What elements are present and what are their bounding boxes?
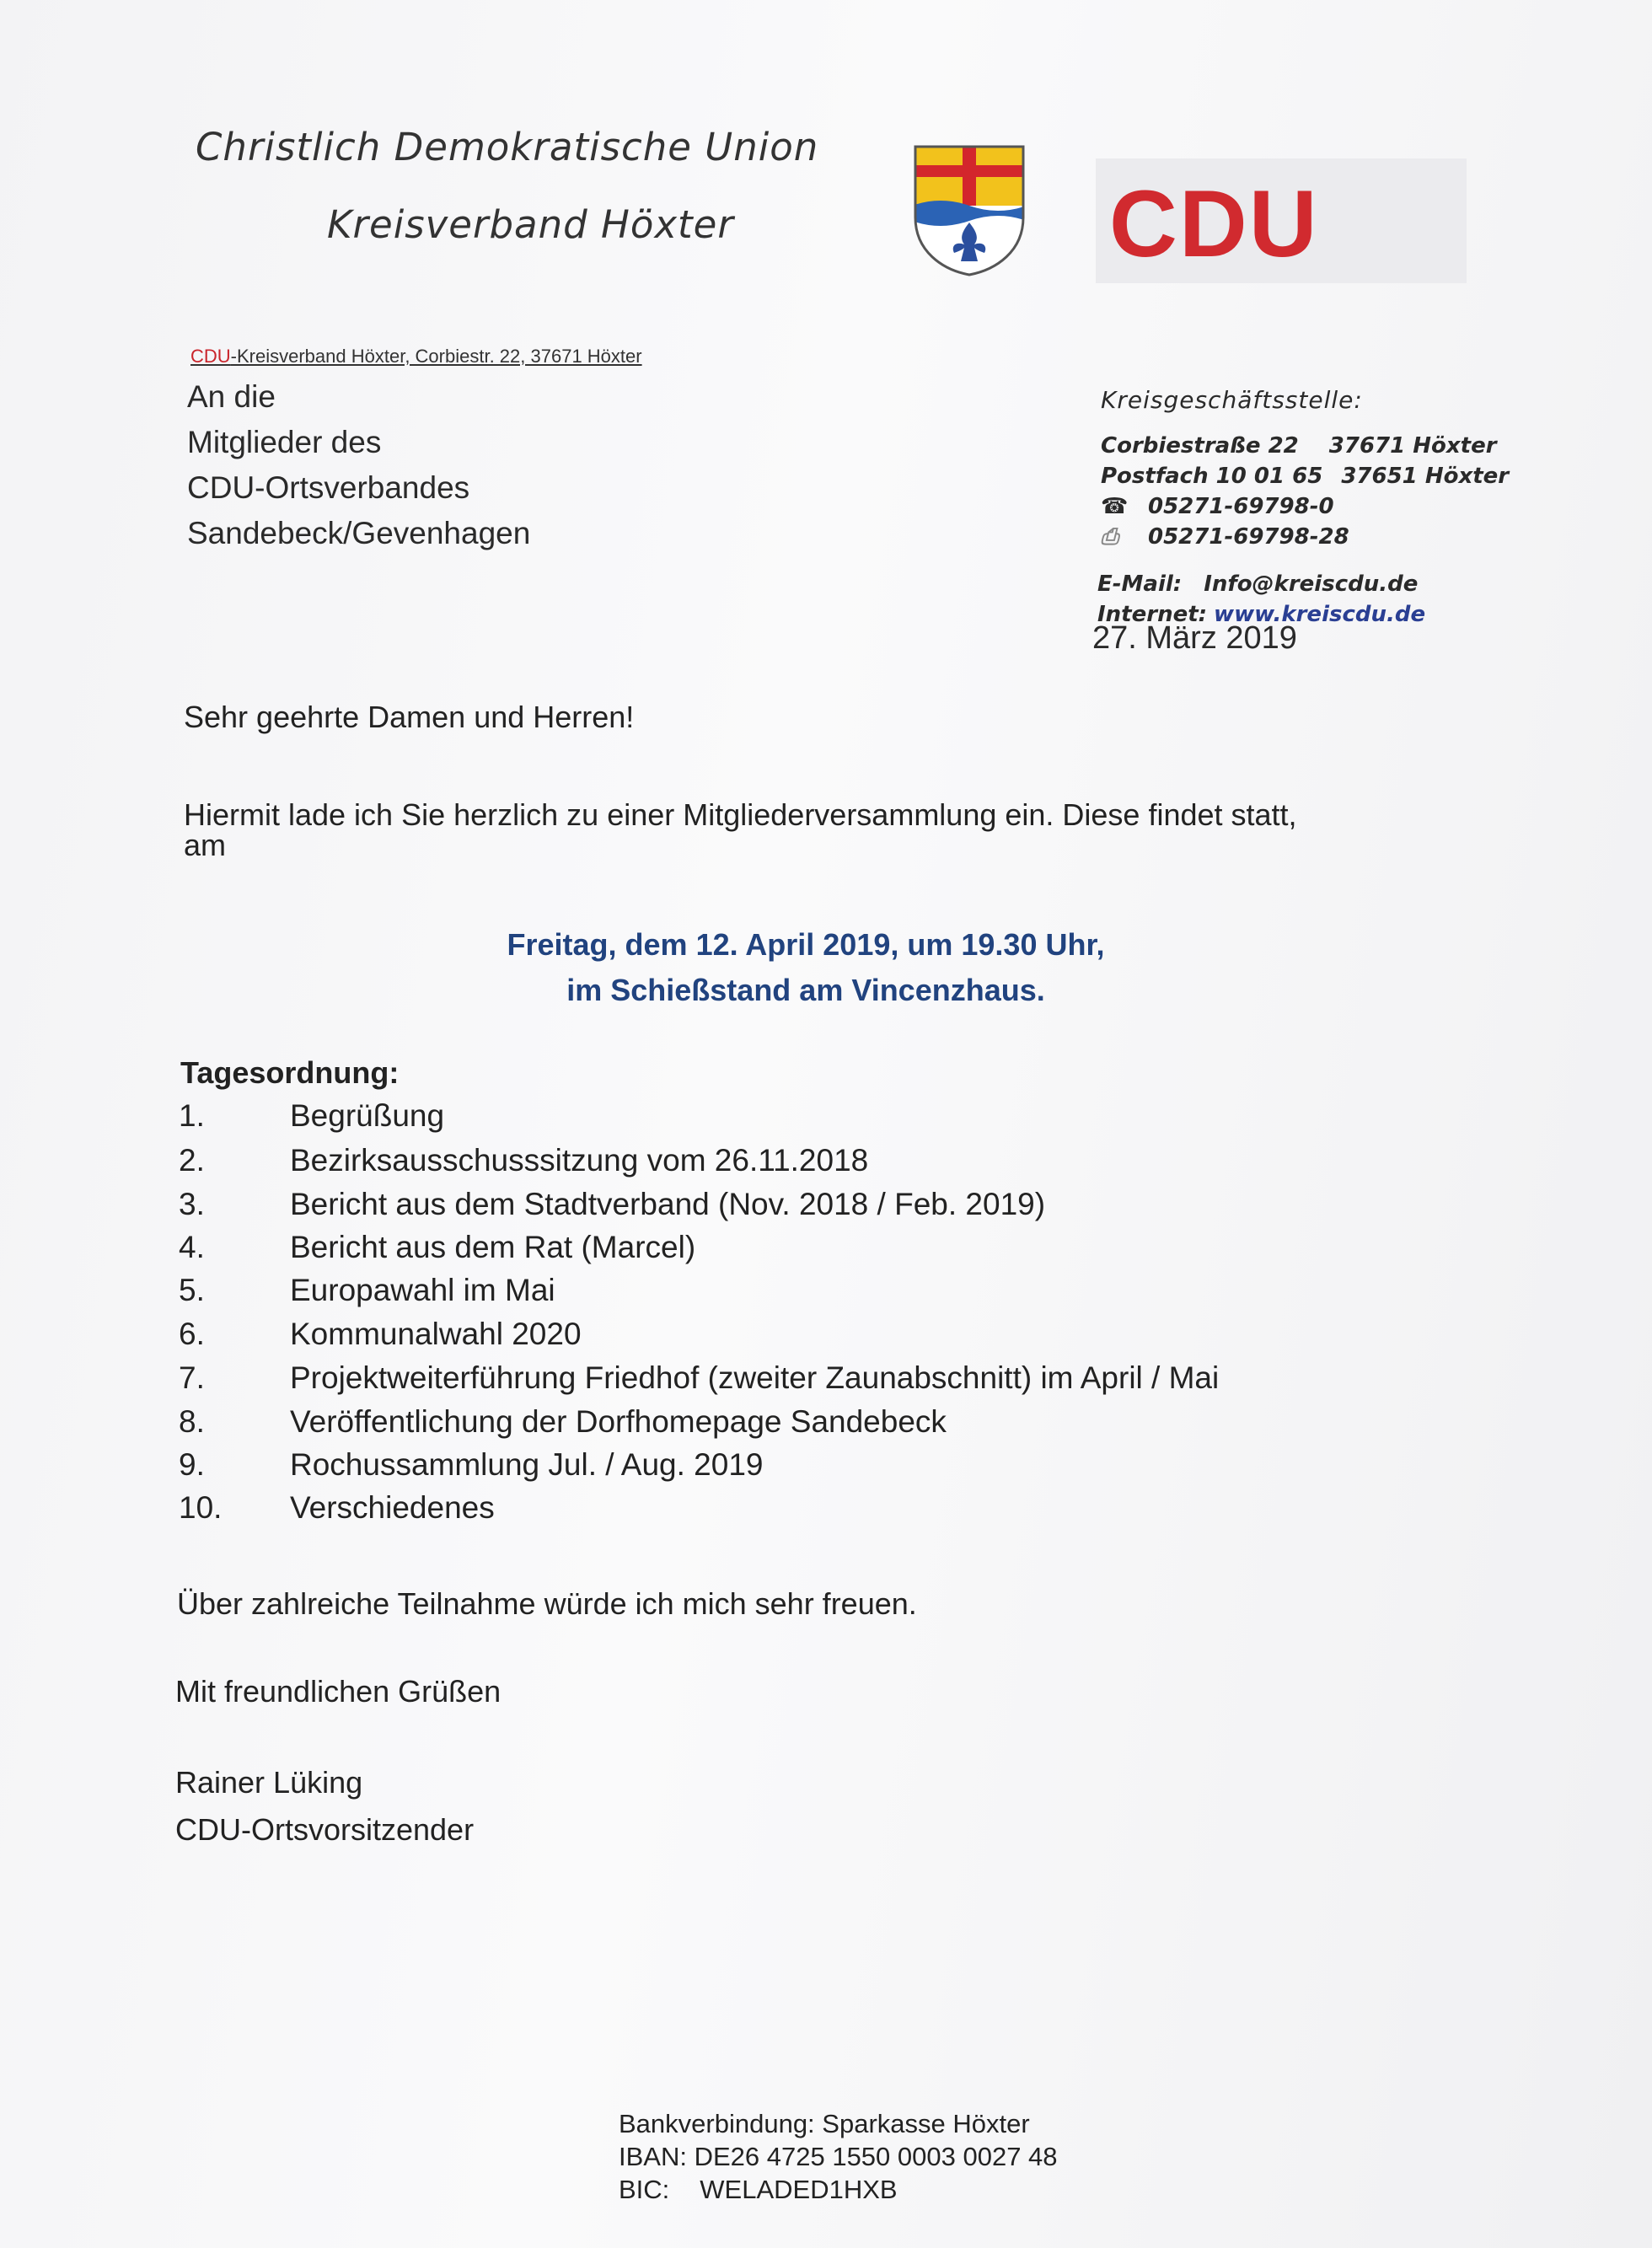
agenda-title: Tagesordnung: [180,1055,400,1090]
office-title: Kreisgeschäftsstelle: [1101,386,1363,414]
letter-date: 27. März 2019 [1092,620,1297,656]
office-postbox-city: 37651 Höxter [1341,464,1510,489]
iban-value: DE26 4725 1550 0003 0027 48 [694,2142,1058,2171]
office-phone-number: 05271-69798-0 [1148,494,1334,519]
office-email [1097,571,1418,597]
bank-iban [619,2140,1058,2173]
agenda-item-text: Projektweiterführung Friedhof (zweiter Zaunabschnitt) im April / Mai [290,1360,1220,1395]
recipient-block [187,374,530,556]
agenda-item-number: 6. [179,1317,205,1351]
internet-label: Internet: [1097,602,1208,627]
office-phone [1101,494,1334,519]
office-fax-number: 05271-69798-28 [1148,524,1349,550]
internet-link[interactable]: www.kreiscdu.de [1214,602,1426,627]
intro-line2: am [184,828,227,862]
org-name-line2: Kreisverband Höxter [327,202,734,247]
office-street-city: 37671 Höxter [1328,433,1497,459]
cdu-logo: CDU [1109,171,1319,276]
email-label: E-Mail: [1097,571,1183,597]
agenda-item-text: Verschiedenes [290,1490,495,1525]
return-address-prefix: CDU [190,346,231,367]
signer-name: Rainer Lüking [175,1765,363,1800]
office-street-name: Corbiestraße 22 [1101,433,1299,459]
agenda-item-text: Europawahl im Mai [290,1273,555,1307]
coat-of-arms-icon [912,143,1027,276]
telephone-icon: ☎ [1101,494,1129,519]
participation-note: Über zahlreiche Teilnahme würde ich mich sehr freuen. [177,1586,917,1621]
agenda-item-number: 3. [179,1187,205,1221]
signer-title: CDU-Ortsvorsitzender [175,1812,475,1847]
event-location: im Schießstand am Vincenzhaus. [566,973,1045,1007]
agenda-item-number: 5. [179,1273,205,1307]
salutation: Sehr geehrte Damen und Herren! [184,700,635,734]
recipient-line: An die [187,379,276,414]
office-postbox-number: Postfach 10 01 65 [1101,464,1323,489]
email-link[interactable]: Info@kreiscdu.de [1204,571,1419,597]
agenda-item-number: 7. [179,1360,205,1395]
iban-label: IBAN: [619,2142,687,2171]
agenda-item-number: 10. [179,1490,223,1525]
bank-name: Bankverbindung: Sparkasse Höxter [619,2109,1030,2138]
return-address [190,346,642,368]
agenda-item-number: 4. [179,1230,205,1264]
return-address-rest: -Kreisverband Höxter, Corbiestr. 22, 37671 Höxter [230,346,642,367]
agenda-item-text: Bericht aus dem Rat (Marcel) [290,1230,696,1264]
intro-line1: Hiermit lade ich Sie herzlich zu einer Mitgliederversammlung ein. Diese findet statt, [184,797,1297,832]
recipient-line: Sandebeck/Gevenhagen [187,516,531,550]
regards: Mit freundlichen Grüßen [175,1674,502,1709]
agenda-item-number: 2. [179,1143,205,1178]
agenda-item-number: 8. [179,1404,205,1439]
office-fax [1101,524,1349,550]
event-date-time: Freitag, dem 12. April 2019, um 19.30 Uhr, [507,927,1105,962]
agenda-item-number: 1. [179,1098,205,1133]
agenda-item-text: Bericht aus dem Stadtverband (Nov. 2018 / Feb. 2019) [290,1187,1046,1221]
bic-value: WELADED1HXB [700,2175,898,2204]
bic-label: BIC: [619,2175,670,2204]
recipient-line: Mitglieder des [187,425,382,459]
office-street [1101,433,1497,459]
recipient-line: CDU-Ortsverbandes [187,470,470,505]
fax-icon: ⎙ [1101,524,1118,550]
org-name-line1: Christlich Demokratische Union [196,125,819,169]
bank-details [619,2107,1058,2206]
agenda-item-number: 9. [179,1447,205,1482]
office-postbox [1101,464,1509,489]
agenda-item-text: Rochussammlung Jul. / Aug. 2019 [290,1447,764,1482]
agenda-item-text: Veröffentlichung der Dorfhomepage Sandebeck [290,1404,947,1439]
bank-bic [619,2173,1058,2206]
agenda-item-text: Begrüßung [290,1098,445,1133]
agenda-item-text: Kommunalwahl 2020 [290,1317,582,1351]
agenda-item-text: Bezirksausschusssitzung vom 26.11.2018 [290,1143,869,1178]
